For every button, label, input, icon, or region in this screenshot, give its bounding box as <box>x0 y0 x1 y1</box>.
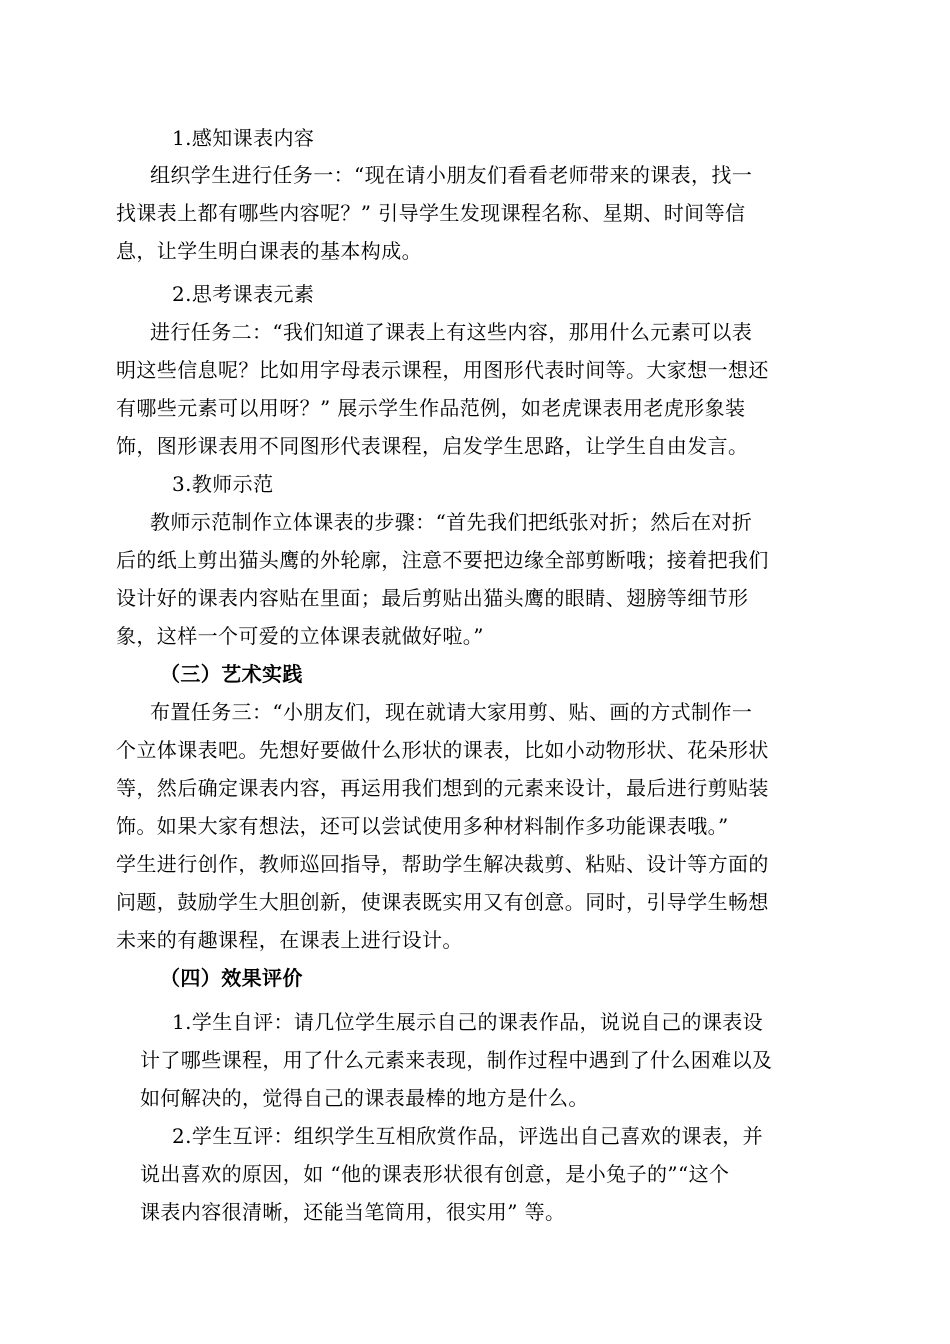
paragraph-line: 布置任务三：“小朋友们，现在就请大家用剪、贴、画的方式制作一 <box>150 700 753 724</box>
paragraph-line: 学生进行创作，教师巡回指导，帮助学生解决裁剪、粘贴、设计等方面的 <box>116 852 769 876</box>
paragraph-line: 计了哪些课程，用了什么元素来表现，制作过程中遇到了什么困难以及 <box>140 1048 773 1072</box>
paragraph-line: 息，让学生明白课表的基本构成。 <box>116 239 422 263</box>
paragraph-line: 后的纸上剪出猫头鹰的外轮廓，注意不要把边缘全部剪断哦；接着把我们 <box>116 548 769 572</box>
paragraph-line: 未来的有趣课程，在课表上进行设计。 <box>116 928 463 952</box>
paragraph-line: 教师示范制作立体课表的步骤：“首先我们把纸张对折；然后在对折 <box>150 510 753 534</box>
paragraph-line: 饰，图形课表用不同图形代表课程，启发学生思路，让学生自由发言。 <box>116 434 749 458</box>
section-heading-evaluation: （四）效果评价 <box>160 966 303 990</box>
section-heading-art-practice: （三）艺术实践 <box>160 662 303 686</box>
paragraph-line: 明这些信息呢？比如用字母表示课程，用图形代表时间等。大家想一想还 <box>116 358 769 382</box>
paragraph-line: 进行任务二：“我们知道了课表上有这些内容，那用什么元素可以表 <box>150 320 753 344</box>
paragraph-line: 1.学生自评：请几位学生展示自己的课表作品，说说自己的课表设 <box>172 1010 764 1034</box>
paragraph-line: 如何解决的，觉得自己的课表最棒的地方是什么。 <box>140 1086 589 1110</box>
paragraph-line: 象，这样一个可爱的立体课表就做好啦。” <box>116 624 484 648</box>
paragraph-line: 问题，鼓励学生大胆创新，使课表既实用又有创意。同时，引导学生畅想 <box>116 890 769 914</box>
paragraph-line: 有哪些元素可以用呀？” 展示学生作品范例，如老虎课表用老虎形象装 <box>116 396 746 420</box>
paragraph-line: 课表内容很清晰，还能当笔筒用，很实用” 等。 <box>140 1200 566 1224</box>
paragraph-line: 2.学生互评：组织学生互相欣赏作品，评选出自己喜欢的课表，并 <box>172 1124 764 1148</box>
paragraph-line: 个立体课表吧。先想好要做什么形状的课表，比如小动物形状、花朵形状 <box>116 738 769 762</box>
step-heading-elements: 2.思考课表元素 <box>172 282 315 306</box>
paragraph-line: 等，然后确定课表内容，再运用我们想到的元素来设计，最后进行剪贴装 <box>116 776 769 800</box>
paragraph-line: 组织学生进行任务一：“现在请小朋友们看看老师带来的课表，找一 <box>150 163 753 187</box>
paragraph-line: 饰。如果大家有想法，还可以尝试使用多种材料制作多功能课表哦。” <box>116 814 729 838</box>
step-heading-perceive: 1.感知课表内容 <box>172 126 315 150</box>
paragraph-line: 找课表上都有哪些内容呢？” 引导学生发现课程名称、星期、时间等信 <box>116 201 746 225</box>
step-heading-demo: 3.教师示范 <box>172 472 274 496</box>
paragraph-line: 说出喜欢的原因，如 “他的课表形状很有创意，是小兔子的”“这个 <box>140 1162 730 1186</box>
paragraph-line: 设计好的课表内容贴在里面；最后剪贴出猫头鹰的眼睛、翅膀等细节形 <box>116 586 749 610</box>
